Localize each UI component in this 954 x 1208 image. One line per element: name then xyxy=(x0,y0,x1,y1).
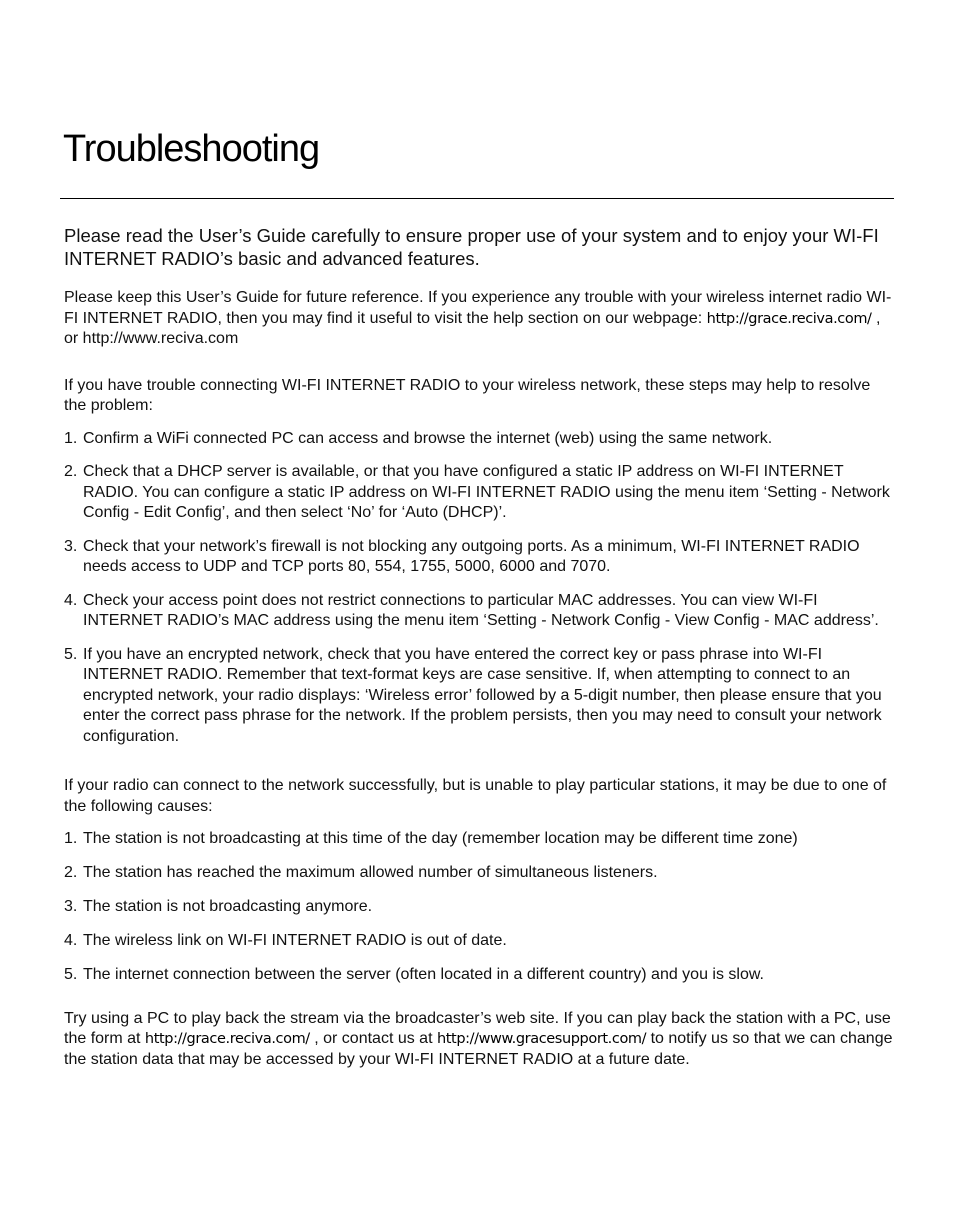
connection-steps-list xyxy=(64,429,894,748)
contact-text-middle: , or contact us at xyxy=(309,1030,437,1047)
list-item-number: 5. xyxy=(64,966,78,983)
list-item-number: 1. xyxy=(64,429,78,447)
connection-intro-paragraph: If you have trouble connecting WI-FI INTERNET RADIO to your wireless network, these steps may help to resolve the problem: xyxy=(64,376,871,414)
support-link[interactable]: http://www.gracesupport.com/ xyxy=(436,1031,647,1047)
list-item xyxy=(64,829,894,850)
contact-paragraph xyxy=(64,1009,894,1071)
list-item-number: 4. xyxy=(64,932,78,949)
list-item-text: Check that a DHCP server is available, or that you have configured a static IP address on WI-FI INTERNET RADIO. You can configure a static IP address on WI-FI INTERNET RADIO using the menu item ‘Setting - Network Config - Edit Config’, and then select ‘No’ for ‘Auto (DHCP)’. xyxy=(83,463,890,521)
list-item xyxy=(64,897,894,918)
list-item-text: Check that your network’s firewall is not blocking any outgoing ports. As a minimum, WI-FI INTERNET RADIO needs access to UDP and TCP ports 80, 554, 1755, 5000, 6000 and 7070. xyxy=(83,537,860,575)
station-form-link[interactable]: http://grace.reciva.com/ xyxy=(144,1031,310,1047)
playback-intro-paragraph: If your radio can connect to the network successfully, but is unable to play particular stations, it may be due to one of the following causes: xyxy=(64,777,887,815)
list-item-number: 3. xyxy=(64,898,78,915)
reference-text-before: Please keep this User’s Guide for future reference. If you experience any trouble with your wireless internet radio WI-FI INTERNET RADIO, then you may find it useful to visit the help section on our webpage: xyxy=(64,289,892,327)
list-item-number: 2. xyxy=(64,463,78,480)
list-item-text: Check your access point does not restrict connections to particular MAC addresses. You can view WI-FI INTERNET RADIO’s MAC address using the menu item ‘Setting - Network Config - View Config - MAC address’. xyxy=(83,591,879,629)
list-item-number: 2. xyxy=(64,864,78,881)
list-item-text: If you have an encrypted network, check that you have entered the correct key or pass phrase into WI-FI INTERNET RADIO. Remember that text-format keys are case sensitive. If, when attempting to connect to an encrypted network, your radio displays: ‘Wireless error’ followed by a 5-digit number, then please ensure that you enter the correct pass phrase for the network. If the problem persists, then you may need to consult your network configuration. xyxy=(83,645,882,745)
list-item-text: The wireless link on WI-FI INTERNET RADIO is out of date. xyxy=(83,932,507,949)
reference-text-after: , or http://www.reciva.com xyxy=(64,309,881,347)
list-item-text: The station is not broadcasting at this time of the day (remember location may be different time zone) xyxy=(83,830,798,847)
contact-text-after: to notify us so that we can change the station data that may be accessed by your WI-FI INTERNET RADIO at a future date. xyxy=(64,1030,893,1068)
list-item xyxy=(64,931,894,952)
list-item xyxy=(64,537,894,578)
help-link[interactable]: http://grace.reciva.com/ xyxy=(706,310,872,327)
list-item xyxy=(64,645,894,748)
reference-paragraph xyxy=(64,288,894,350)
contact-text-before: Try using a PC to play back the stream via the broadcaster’s web site. If you can play back the station with a PC, use the form at xyxy=(64,1009,891,1047)
list-item-number: 3. xyxy=(64,537,78,555)
list-item-text: Confirm a WiFi connected PC can access and browse the internet (web) using the same network. xyxy=(83,429,773,447)
playback-causes-list xyxy=(64,829,894,986)
list-item-number: 5. xyxy=(64,645,78,663)
list-item xyxy=(64,965,894,986)
intro-paragraph: Please read the User’s Guide carefully to ensure proper use of your system and to enjoy your WI-FI INTERNET RADIO’s basic and advanced features. xyxy=(64,225,879,269)
list-item xyxy=(64,462,894,524)
title-divider xyxy=(60,198,894,199)
list-item-text: The internet connection between the server (often located in a different country) and you is slow. xyxy=(83,966,764,983)
page-title: Troubleshooting xyxy=(63,128,320,170)
list-item-text: The station has reached the maximum allowed number of simultaneous listeners. xyxy=(83,864,658,881)
list-item xyxy=(64,863,894,884)
list-item-number: 4. xyxy=(64,591,78,609)
list-item-text: The station is not broadcasting anymore. xyxy=(83,898,373,915)
list-item-number: 1. xyxy=(64,830,78,847)
list-item xyxy=(64,591,894,632)
list-item xyxy=(64,429,894,450)
document-body xyxy=(64,224,894,1070)
